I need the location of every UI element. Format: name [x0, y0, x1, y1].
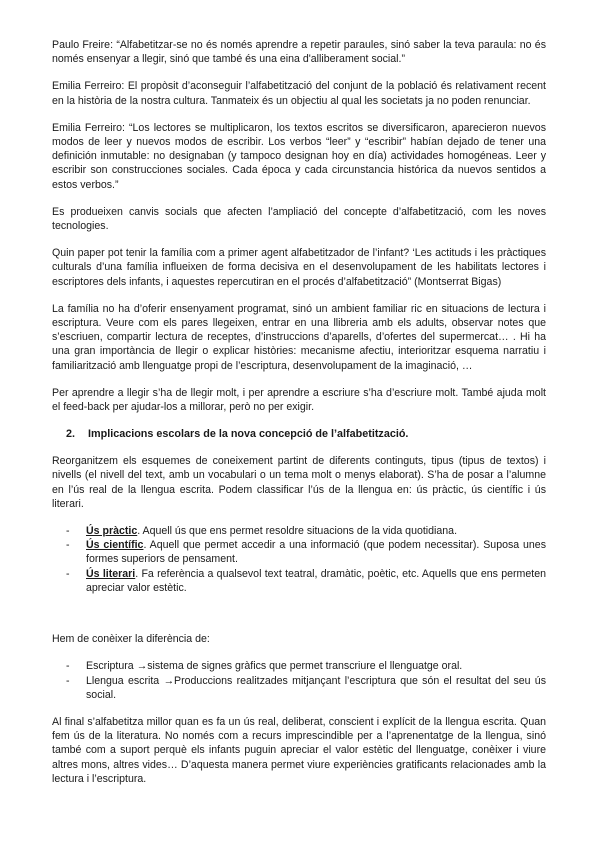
list-dash: -	[66, 567, 70, 580]
list-dash: -	[66, 660, 70, 673]
term-practical: Ús pràctic	[86, 525, 138, 538]
list-item-writing	[52, 659, 546, 673]
paragraph-family-role: Quin paper pot tenir la família com a primer agent alfabetitzador de l’infant? ‘Les actituds i les pràctiques culturals d’una família influeixen de forma decisiva en el desenvolupament de les habilitats lectores i escriptores dels infants, i aquestes repercutiran en el procés d’alfabetització” (Montserrat Bigas)	[52, 247, 546, 288]
paragraph-ferreiro-1: Emilia Ferreiro: El propòsit d’aconseguir l’alfabetització del conjunt de la població és relativament recent en la història de la nostra cultura. Tanmateix és un objectiu al qual les societats ja no poden renunciar.	[52, 80, 546, 107]
spacer	[52, 608, 546, 632]
desc-practical: . Aquell ús que ens permet resoldre situacions de la vida quotidiana.	[137, 525, 458, 538]
uses-list	[52, 524, 546, 595]
paragraph-social-changes: Es produeixen canvis socials que afecten l’ampliació del concepte d’alfabetització, com les noves tecnologies.	[52, 205, 546, 233]
paragraph-differences-intro: Hem de conèixer la diferència de:	[52, 633, 210, 646]
paragraph-conclusion: Al final s’alfabetitza millor quan es fa un ús real, deliberat, conscient i explícit de la llengua escrita. Quan fem ús de la literatura. No només com a recurs imprescindible per a l’aprenentatge de la llengua, sinó també com a suport perquè els infants puguin apreciar el valor estètic del llenguatge, conèixer i viure altres mons, altres vides… D’aquesta manera permet viure experiències gratificants relacionades amb la lectura i l’escriptura.	[52, 715, 546, 785]
section-heading	[52, 427, 546, 441]
differences-list	[52, 659, 546, 702]
list-item-written-language	[52, 674, 546, 702]
section-number: 2.	[66, 428, 76, 441]
term-literary: Ús literari	[86, 567, 136, 580]
quote-ferreiro-2: Emilia Ferreiro: “Los lectores se multiplicaron, los textos escritos se diversificaron, aparecieron nuevos modos de leer y nuevos modos de escribir. Los verbos “leer” y “escribir” habían dejado de tener una definición inmutable: no designaban (y tampoco designan hoy en día) actividades homogéneas. Leer y escribir son construcciones sociales. Cada época y cada circunstancia histórica da nuevos sentidos a estos verbos.”	[52, 121, 546, 191]
text-written-language: Llengua escrita →Produccions realitzades mitjançant l’escriptura que són el resultat del seu ús social.	[86, 674, 546, 701]
desc-scientific: . Aquell que permet accedir a una informació (que podem necessitar). Suposa unes formes superiors de pensament.	[86, 539, 546, 566]
list-dash: -	[66, 674, 70, 687]
list-dash: -	[66, 525, 70, 538]
text-writing: Escriptura →sistema de signes gràfics que permet transcriure el llenguatge oral.	[86, 660, 463, 673]
paragraph-family-environment: La família no ha d’oferir ensenyament programat, sinó un ambient familiar ric en situacions de lectura i escriptura. Veure com els pares llegeixen, entrar en una llibreria amb els adults, observar notes que s’escriuen, compartir lectura de receptes, d’instruccions d’aparells, d’ofertes del supermercat… . Hi ha una gran importància de llegir o explicar històries: mecanisme afectiu, interioritzar esquema narratiu i familiarització amb llenguatge propi de l’escriptura, desenvolupament de la imaginació, …	[52, 302, 546, 372]
term-scientific: Ús científic	[86, 539, 144, 552]
quote-paulo-freire: Paulo Freire: “Alfabetitzar-se no és només aprendre a repetir paraules, sinó saber la teva paraula: no és només ensenyar a llegir, sinó que també és una eina d'alliberament social.”	[52, 39, 546, 66]
paragraph-read-write: Per aprendre a llegir s’ha de llegir molt, i per aprendre a escriure s’ha d’escriure molt. També ajuda molt el feed-back per ajudar-los a millorar, però no per exigir.	[52, 386, 546, 414]
list-dash: -	[66, 539, 70, 552]
list-item-practical	[52, 524, 546, 538]
list-item-literary	[52, 567, 546, 595]
paragraph-reorganize: Reorganitzem els esquemes de coneixement partint de diferents continguts, tipus (tipus de textos) i nivells (el nivell del text, amb un vocabulari o un tema molt o menys elaborat). S’ha de posar a l’alumne en l’ús real de la llengua escrita. Podem classificar l’ús de la llengua en: ús pràctic, ús científic i ús literari.	[52, 455, 546, 510]
section-title: Implicacions escolars de la nova concepció de l’alfabetització.	[88, 428, 409, 441]
desc-literary: . Fa referència a qualsevol text teatral, dramàtic, poètic, etc. Aquells que ens permeten apreciar valor estètic.	[86, 567, 546, 594]
list-item-scientific	[52, 538, 546, 566]
